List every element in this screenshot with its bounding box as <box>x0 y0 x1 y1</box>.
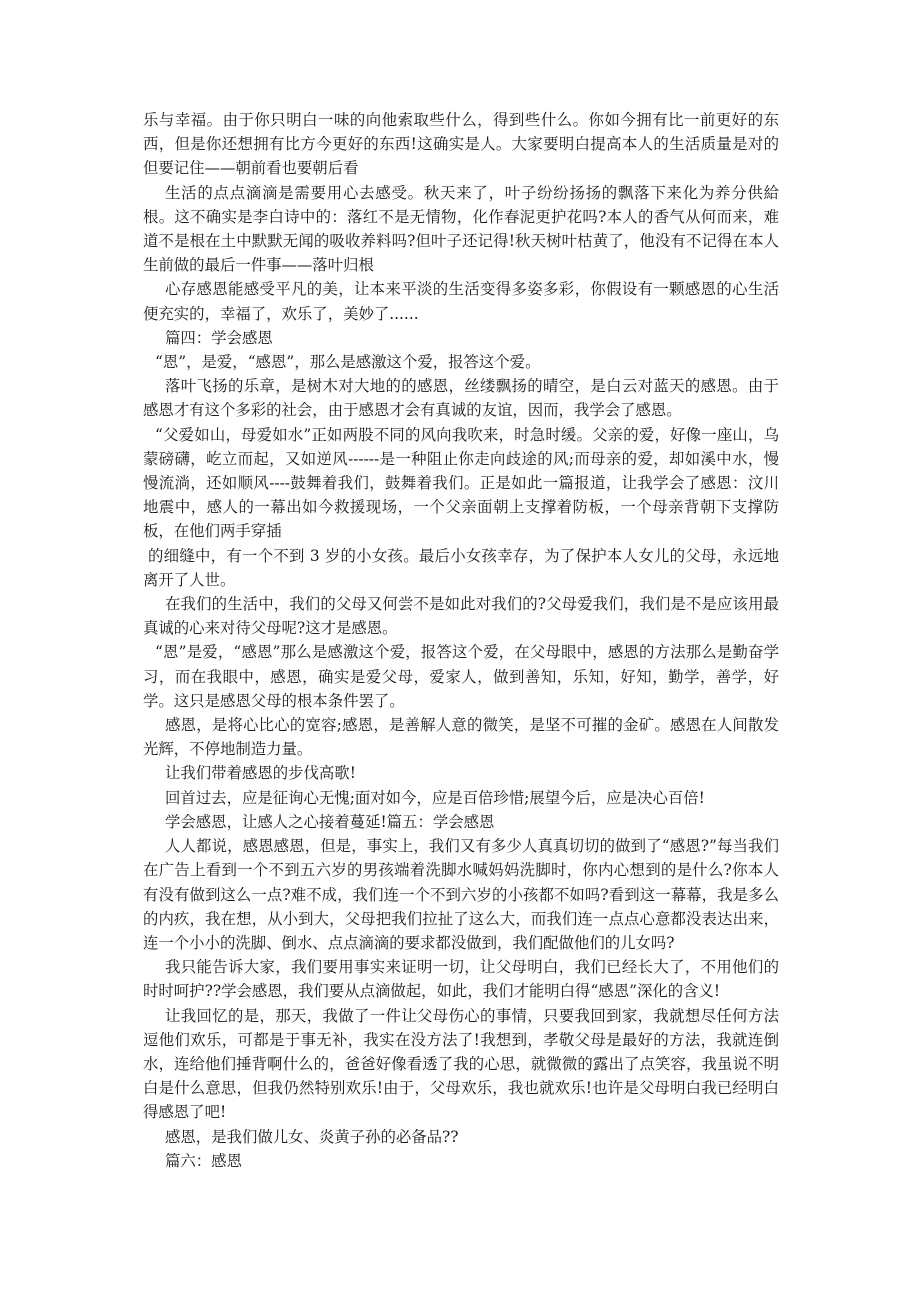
paragraph: 让我回忆的是，那天，我做了一件让父母伤心的事情，只要我回到家，我就想尽任何方法逗他们欢乐，可都是于事无补，我实在没方法了!我想到，孝敬父母是最好的方法，我就连倒水，连给他们捶背啊什么的，爸爸好像看透了我的心思，就微微的露出了点笑容，我虽说不明白是什么意思，但我仍然特别欢乐!由于，父母欢乐，我也就欢乐!也许是父母明白我已经明白得感恩了吧! <box>143 1006 779 1122</box>
document-body <box>143 108 779 1173</box>
section-heading: 学会感恩，让感人之心接着蔓延!篇五：学会感恩 <box>165 812 495 831</box>
paragraph: 让我们带着感恩的步伐高歌! <box>165 764 356 783</box>
paragraph: 回首过去，应是征询心无愧;面对如今，应是百倍珍惜;展望今后，应是决心百倍! <box>165 788 705 807</box>
paragraph: 我只能告诉大家，我们要用事实来证明一切，让父母明白，我们已经长大了，不用他们的时时呵护??学会感恩，我们要从点滴做起，如此，我们才能明白得“感恩”深化的含义! <box>143 958 779 1001</box>
section-heading: 篇六：感恩 <box>165 1151 242 1170</box>
paragraph: 落叶飞扬的乐章，是树木对大地的的感恩，丝缕飘扬的晴空，是白云对蓝天的感恩。由于感恩才有这个多彩的社会，由于感恩才会有真诚的友谊，因而，我学会了感恩。 <box>143 377 779 420</box>
paragraph: 生活的点点滴滴是需要用心去感受。秋天来了，叶子纷纷扬扬的飘落下来化为养分供給根。这不确实是李白诗中的：落红不是无情物，化作春泥更护花吗?本人的香气从何而来，难道不是根在土中默默无闻的吸收养料吗?但叶子还记得!秋天树叶枯黄了，他没有不记得在本人生前做的最后一件事——落叶归根 <box>143 183 779 275</box>
paragraph: “父爱如山，母爱如水”正如两股不同的风向我吹来，时急时缓。父亲的爱，好像一座山，乌蒙磅礴，屹立而起，又如逆风------是一种阻止你走向歧途的风;而母亲的爱，却如溪中水，慢慢流淌，还如顺风----鼓舞着我们，鼓舞着我们。正是如此一篇报道，让我学会了感恩：汶川地震中，感人的一幕出如今救援现场，一个父亲面朝上支撑着防板，一个母亲背朝下支撑防板，在他们两手穿插 <box>143 425 779 541</box>
paragraph: 感恩，是我们做儿女、炎黄子孙的必备品?? <box>165 1127 459 1146</box>
paragraph: 的细缝中，有一个不到 3 岁的小女孩。最后小女孩幸存，为了保护本人女儿的父母，永远地离开了人世。 <box>143 546 779 589</box>
paragraph: 人人都说，感恩感恩，但是，事实上，我们又有多少人真真切切的做到了“感恩?”每当我们在广告上看到一个不到五六岁的男孩端着洗脚水喊妈妈洗脚时，你内心想到的是什么?你本人有没有做到这么一点?难不成，我们连一个不到六岁的小孩都不如吗?看到这一幕幕，我是多么的内疚，我在想，从小到大，父母把我们拉扯了这么大，而我们连一点点心意都没表达出来，连一个小小的洗脚、倒水、点点滴滴的要求都没做到，我们配做他们的儿女吗? <box>143 837 779 952</box>
section-heading: 篇四：学会感恩 <box>165 328 273 347</box>
paragraph: 在我们的生活中，我们的父母又何尝不是如此对我们的?父母爱我们，我们是不是应该用最真诚的心来对待父母呢?这才是感恩。 <box>143 595 779 638</box>
paragraph: “恩”，是爱，“感恩”，那么是感激这个爱，报答这个爱。 <box>155 353 541 372</box>
paragraph: 乐与幸福。由于你只明白一味的向他索取些什么，得到些什么。你如今拥有比一前更好的东西，但是你还想拥有比方今更好的东西!这确实是人。大家要明白提高本人的生活质量是对的但要记住——朝前看也要朝后看 <box>143 111 779 178</box>
paragraph: 感恩，是将心比心的宽容;感恩，是善解人意的微笑，是坚不可摧的金矿。感恩在人间散发光辉，不停地制造力量。 <box>143 716 779 759</box>
paragraph: “恩”是爱，“感恩”那么是感激这个爱，报答这个爱，在父母眼中，感恩的方法那么是勤奋学习，而在我眼中，感恩，确实是爱父母，爱家人，做到善知，乐知，好知，勤学，善学，好学。这只是感恩父母的根本条件罢了。 <box>143 643 779 710</box>
paragraph: 心存感恩能感受平凡的美，让本来平淡的生活变得多姿多彩，你假设有一颗感恩的心生活便充实的，幸福了，欢乐了，美妙了...... <box>143 280 779 323</box>
